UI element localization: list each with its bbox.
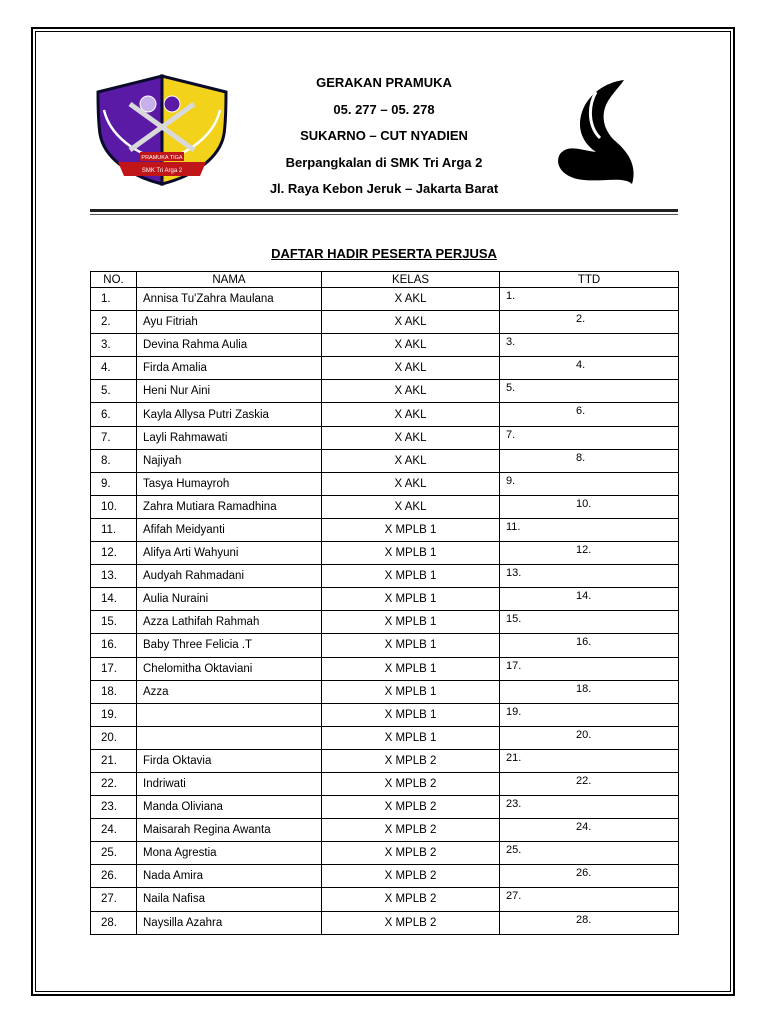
signature-number: 26.: [576, 867, 592, 880]
column-header-ttd: TTD: [500, 272, 679, 288]
signature-cell: [500, 842, 679, 865]
signature-number: 23.: [506, 798, 522, 811]
base-school: Berpangkalan di SMK Tri Arga 2: [285, 154, 483, 170]
student-name: Firda Oktavia: [137, 749, 322, 772]
table-row: [91, 680, 679, 703]
student-class: X AKL: [322, 288, 500, 311]
table-row: [91, 657, 679, 680]
signature-number: 9.: [506, 474, 516, 487]
student-name: Mona Agrestia: [137, 842, 322, 865]
student-name: Baby Three Felicia .T: [137, 634, 322, 657]
student-class: X MPLB 2: [322, 796, 500, 819]
student-name: Alifya Arti Wahyuni: [137, 542, 322, 565]
table-row: [91, 703, 679, 726]
signature-cell: [500, 357, 679, 380]
table-row: [91, 403, 679, 426]
signature-number: 11.: [506, 520, 521, 533]
student-class: X MPLB 2: [322, 911, 500, 934]
letterhead-rule-thick: [90, 209, 678, 212]
row-number: 5.: [91, 380, 137, 403]
student-class: X MPLB 2: [322, 842, 500, 865]
signature-cell: [500, 518, 679, 541]
table-row: [91, 865, 679, 888]
signature-number: 18.: [576, 682, 592, 695]
signature-cell: [500, 565, 679, 588]
table-row: [91, 911, 679, 934]
signature-number: 17.: [506, 659, 522, 672]
document-title: DAFTAR HADIR PESERTA PERJUSA: [271, 246, 497, 261]
attendance-rows: [91, 288, 679, 935]
row-number: 21.: [91, 749, 137, 772]
signature-cell: [500, 819, 679, 842]
table-row: [91, 819, 679, 842]
signature-number: 25.: [506, 844, 522, 857]
table-row: [91, 311, 679, 334]
student-name: Ayu Fitriah: [137, 311, 322, 334]
student-name: Aulia Nuraini: [137, 588, 322, 611]
student-name: Najiyah: [137, 449, 322, 472]
student-class: X MPLB 1: [322, 588, 500, 611]
unit-numbers: 05. 277 – 05. 278: [333, 101, 435, 117]
signature-number: 8.: [576, 451, 586, 464]
table-row: [91, 588, 679, 611]
student-class: X MPLB 1: [322, 542, 500, 565]
student-name: Nada Amira: [137, 865, 322, 888]
student-name: Firda Amalia: [137, 357, 322, 380]
student-class: X AKL: [322, 403, 500, 426]
student-class: X MPLB 2: [322, 865, 500, 888]
signature-cell: [500, 426, 679, 449]
signature-cell: [500, 865, 679, 888]
table-row: [91, 380, 679, 403]
table-row: [91, 495, 679, 518]
row-number: 9.: [91, 472, 137, 495]
row-number: 7.: [91, 426, 137, 449]
student-name: Azza: [137, 680, 322, 703]
row-number: 25.: [91, 842, 137, 865]
student-name: Manda Oliviana: [137, 796, 322, 819]
column-header-kelas: KELAS: [322, 272, 500, 288]
table-row: [91, 726, 679, 749]
signature-cell: [500, 657, 679, 680]
banner-upper-text: PRAMUKA TIGA: [141, 155, 183, 161]
signature-cell: [500, 611, 679, 634]
student-class: X AKL: [322, 449, 500, 472]
student-class: X AKL: [322, 311, 500, 334]
signature-number: 27.: [506, 890, 522, 903]
signature-number: 19.: [506, 705, 522, 718]
signature-cell: [500, 911, 679, 934]
row-number: 18.: [91, 680, 137, 703]
table-row: [91, 772, 679, 795]
signature-number: 28.: [576, 913, 592, 926]
student-name: Annisa Tu'Zahra Maulana: [137, 288, 322, 311]
row-number: 27.: [91, 888, 137, 911]
shield-emblem-left: [140, 96, 156, 112]
student-class: X AKL: [322, 357, 500, 380]
row-number: 24.: [91, 819, 137, 842]
signature-cell: [500, 726, 679, 749]
student-name: Naysilla Azahra: [137, 911, 322, 934]
signature-cell: [500, 403, 679, 426]
student-class: X MPLB 1: [322, 518, 500, 541]
table-row: [91, 449, 679, 472]
student-name: Heni Nur Aini: [137, 380, 322, 403]
row-number: 12.: [91, 542, 137, 565]
signature-number: 3.: [506, 336, 516, 349]
table-row: [91, 888, 679, 911]
signature-number: 6.: [576, 405, 586, 418]
student-class: X MPLB 2: [322, 772, 500, 795]
signature-number: 22.: [576, 774, 592, 787]
signature-cell: [500, 588, 679, 611]
table-row: [91, 542, 679, 565]
signature-number: 2.: [576, 313, 586, 326]
student-class: X MPLB 2: [322, 819, 500, 842]
signature-cell: [500, 288, 679, 311]
signature-number: 12.: [576, 544, 592, 557]
row-number: 2.: [91, 311, 137, 334]
table-header-row: [91, 272, 679, 288]
signature-cell: [500, 888, 679, 911]
shield-emblem-right: [164, 96, 180, 112]
row-number: 16.: [91, 634, 137, 657]
student-name: Devina Rahma Aulia: [137, 334, 322, 357]
signature-cell: [500, 311, 679, 334]
student-name: Afifah Meidyanti: [137, 518, 322, 541]
student-class: X MPLB 1: [322, 726, 500, 749]
table-row: [91, 796, 679, 819]
student-class: X MPLB 1: [322, 680, 500, 703]
student-class: X AKL: [322, 495, 500, 518]
table-row: [91, 334, 679, 357]
row-number: 20.: [91, 726, 137, 749]
signature-number: 24.: [576, 821, 592, 834]
signature-cell: [500, 680, 679, 703]
row-number: 3.: [91, 334, 137, 357]
table-row: [91, 518, 679, 541]
student-name: Naila Nafisa: [137, 888, 322, 911]
signature-number: 7.: [506, 428, 516, 441]
row-number: 19.: [91, 703, 137, 726]
column-header-nama: NAMA: [137, 272, 322, 288]
unit-names: SUKARNO – CUT NYADIEN: [300, 128, 468, 144]
student-class: X MPLB 1: [322, 611, 500, 634]
tunas-kelapa-icon: [540, 72, 644, 188]
signature-number: 10.: [576, 497, 592, 510]
signature-cell: [500, 772, 679, 795]
student-name: [137, 726, 322, 749]
signature-cell: [500, 634, 679, 657]
row-number: 28.: [91, 911, 137, 934]
signature-cell: [500, 334, 679, 357]
table-row: [91, 472, 679, 495]
table-row: [91, 565, 679, 588]
signature-number: 15.: [506, 613, 522, 626]
signature-number: 21.: [506, 751, 522, 764]
table-row: [91, 288, 679, 311]
letterhead: [230, 70, 538, 203]
row-number: 6.: [91, 403, 137, 426]
row-number: 11.: [91, 518, 137, 541]
signature-number: 14.: [576, 590, 592, 603]
table-row: [91, 357, 679, 380]
student-name: Zahra Mutiara Ramadhina: [137, 495, 322, 518]
row-number: 22.: [91, 772, 137, 795]
row-number: 8.: [91, 449, 137, 472]
student-name: Audyah Rahmadani: [137, 565, 322, 588]
row-number: 13.: [91, 565, 137, 588]
table-row: [91, 634, 679, 657]
signature-number: 13.: [506, 567, 522, 580]
row-number: 10.: [91, 495, 137, 518]
attendance-table: [90, 271, 679, 935]
student-name: Chelomitha Oktaviani: [137, 657, 322, 680]
student-class: X AKL: [322, 334, 500, 357]
signature-number: 20.: [576, 728, 592, 741]
student-class: X MPLB 2: [322, 749, 500, 772]
table-row: [91, 842, 679, 865]
table-row: [91, 611, 679, 634]
student-class: X MPLB 1: [322, 565, 500, 588]
column-header-no: NO.: [91, 272, 137, 288]
student-name: Kayla Allysa Putri Zaskia: [137, 403, 322, 426]
row-number: 4.: [91, 357, 137, 380]
row-number: 14.: [91, 588, 137, 611]
signature-cell: [500, 749, 679, 772]
student-name: Maisarah Regina Awanta: [137, 819, 322, 842]
banner-lower-text: SMK Tri Arga 2: [141, 168, 183, 174]
signature-cell: [500, 472, 679, 495]
row-number: 23.: [91, 796, 137, 819]
table-row: [91, 749, 679, 772]
student-class: X AKL: [322, 380, 500, 403]
row-number: 1.: [91, 288, 137, 311]
signature-cell: [500, 495, 679, 518]
student-class: X MPLB 2: [322, 888, 500, 911]
signature-number: 1.: [506, 290, 516, 302]
student-name: Tasya Humayroh: [137, 472, 322, 495]
student-class: X MPLB 1: [322, 657, 500, 680]
student-class: X AKL: [322, 472, 500, 495]
student-class: X MPLB 1: [322, 703, 500, 726]
table-row: [91, 426, 679, 449]
letterhead-rule-thin: [90, 214, 678, 215]
student-name: Layli Rahmawati: [137, 426, 322, 449]
org-name: GERAKAN PRAMUKA: [316, 75, 452, 90]
signature-number: 16.: [576, 636, 592, 649]
signature-cell: [500, 449, 679, 472]
student-class: X MPLB 1: [322, 634, 500, 657]
row-number: 17.: [91, 657, 137, 680]
signature-cell: [500, 380, 679, 403]
school-scout-shield-logo: [96, 74, 228, 186]
signature-cell: [500, 542, 679, 565]
signature-number: 4.: [576, 359, 586, 372]
signature-cell: [500, 796, 679, 819]
address: Jl. Raya Kebon Jeruk – Jakarta Barat: [269, 181, 499, 197]
student-name: Indriwati: [137, 772, 322, 795]
student-name: [137, 703, 322, 726]
student-name: Azza Lathifah Rahmah: [137, 611, 322, 634]
row-number: 26.: [91, 865, 137, 888]
signature-number: 5.: [506, 382, 516, 395]
student-class: X AKL: [322, 426, 500, 449]
signature-cell: [500, 703, 679, 726]
row-number: 15.: [91, 611, 137, 634]
